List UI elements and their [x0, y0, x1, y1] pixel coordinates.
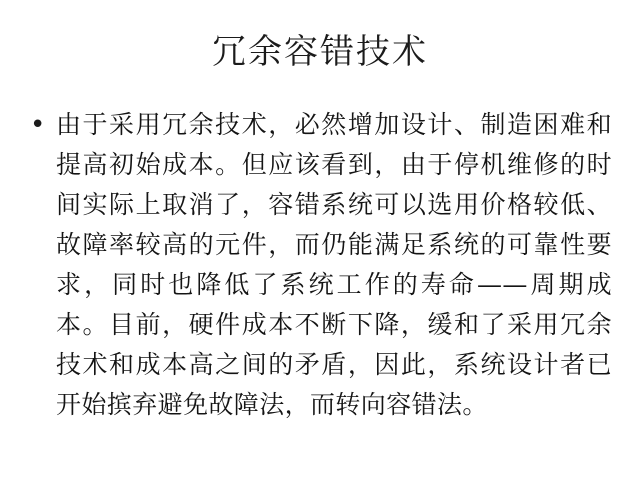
page-title: 冗余容错技术	[212, 32, 428, 72]
bullet-marker-icon: •	[30, 110, 46, 140]
bullet-body-text: 由于采用冗余技术，必然增加设计、制造困难和提高初始成本。但应该看到，由于停机维修的时间实际上取消了，容错系统可以选用价格较低、故障率较高的元件，而仍能满足系统的可靠性要求，同时也降低了系统工作的寿命——周期成本。目前，硬件成本不断下降，缓和了采用冗余技术和成本高之间的矛盾，因此，系统设计者已开始摈弃避免故障法，而转向容错法。	[56, 110, 612, 419]
bullet-list-item	[30, 105, 612, 425]
